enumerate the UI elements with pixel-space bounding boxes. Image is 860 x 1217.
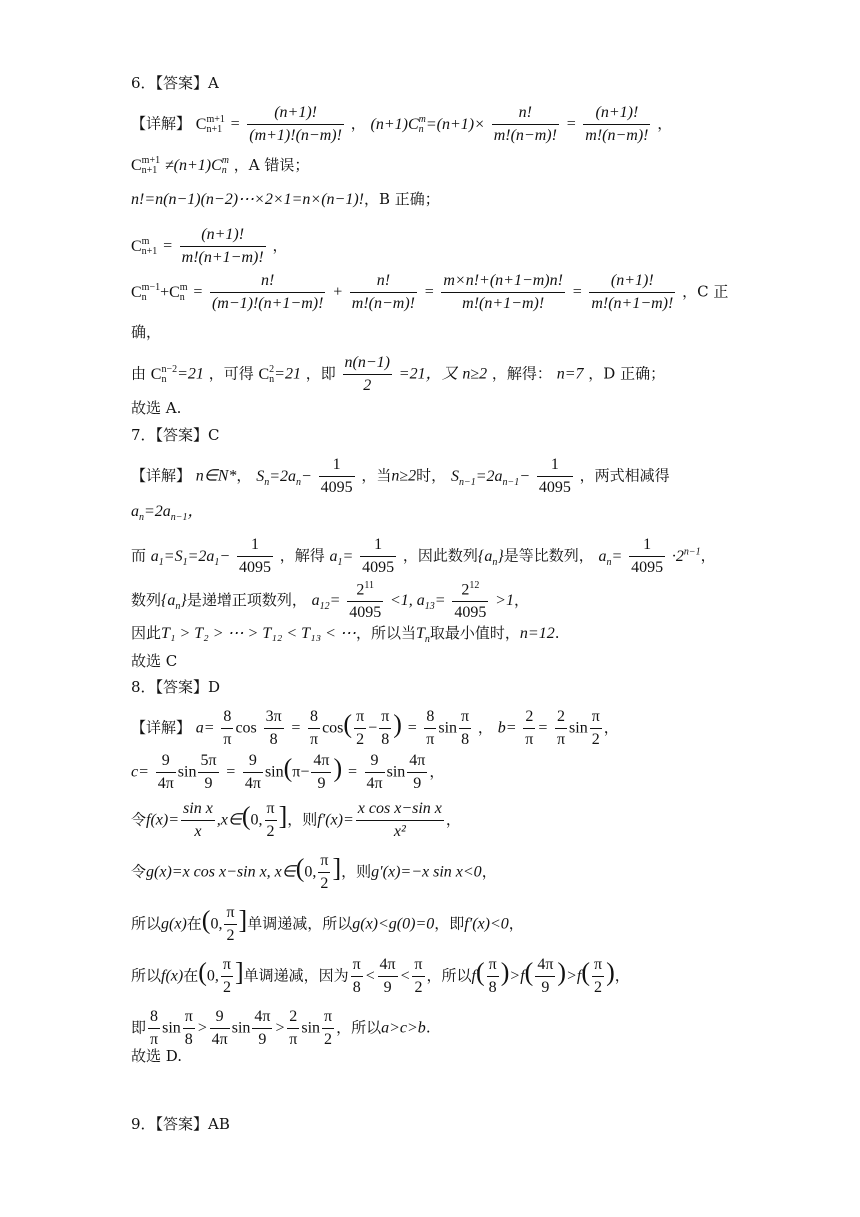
q7-answer-header: 7．【答案】C: [131, 426, 220, 444]
q6-detail-line-6: 确，: [131, 323, 162, 341]
q7-detail-line-1: 【详解】 n∈N*， $S_n=2a_n-$ $\frac{1}{4095}$ ，当n≥2时， $S_{n-1}=2a_{n-1}-$ $\frac{1}{4095}$ ，两式相减得: [131, 456, 670, 496]
q6-detail-line-5: C m−1 n +C m n = $\frac{n!}{(m-1)!(n+1-m)!}$ + $\frac{n!}{m!(n-m)!}$ = $\frac{m\times n!+(n+1-m)n!}{m!(n+1-m)!}$ = $\frac{(n+1)!}{m!(n+1-m)!}$ ，C 正: [131, 272, 729, 312]
q8-detail-line-2: c= $\frac{9}{4\pi}$ sin $\frac{5\pi}{9}$ = $\frac{9}{4\pi}$ sin(π− $\frac{4\pi}{9}$ ) = $\frac{9}{4\pi}$ sin $\frac{4\pi}{9}$ ，: [131, 752, 445, 792]
q6-answer-header: 6．【答案】A: [131, 74, 219, 92]
q7-detail-line-4: 数列$\{a_n\}$是递增正项数列， $a_{12}=$ $\frac{2^{11}}{4095}$ <1, $a_{13}=$ $\frac{2^{12}}{4095}$ >1，: [131, 580, 529, 622]
q7-conclusion: 故选 C: [131, 652, 178, 670]
q6-conclusion: 故选 A.: [131, 399, 182, 417]
q8-detail-line-5: 所以g(x)在(0, $\frac{\pi}{2}$ ]单调递减，所以g(x)<g(0)=0，即f′(x)<0，: [131, 904, 524, 944]
q6-detail-line-3: n!=n(n−1)(n−2)⋯×2×1=n×(n−1)!，B 正确；: [131, 190, 440, 208]
q6-detail-line-1: 【详解】 C m+1 n+1 = $\frac{(n+1)!}{(m+1)!(n-m)!}$ ， (n+1)C m n =(n+1)× $\frac{n!}{m!(n-m)!}$ = $\frac{(n+1)!}{m!(n-m)!}$ ，: [131, 104, 673, 144]
fraction: $\frac{(n+1)!}{(m+1)!(n-m)!}$: [249, 104, 342, 144]
q6-detail-line-7: 由 C n−2 n =21 ，可得 C 2 n =21 ，即 $\frac{n(n-1)}{2}$ =21，又 n≥2 ，解得： n=7 ，D 正确；: [131, 354, 666, 394]
q8-detail-line-1: 【详解】 a= $\frac{8}{\pi}$ cos $\frac{3\pi}{8}$ = $\frac{8}{\pi}$ cos( $\frac{\pi}{2}$ − $\frac{\pi}{8}$ ) = $\frac{8}{\pi}$ sin $\frac{\pi}{8}$ ， b= $\frac{2}{\pi}$ = $\frac{2}{\pi}$ sin $\frac{\pi}{2}$ ，: [131, 708, 619, 748]
q8-conclusion: 故选 D.: [131, 1047, 183, 1065]
q8-detail-line-4: 令g(x)=x cos x−sin x, x∈(0, $\frac{\pi}{2}$ ]，则g′(x)=−x sin x<0，: [131, 852, 497, 892]
q8-answer-header: 8．【答案】D: [131, 678, 221, 696]
q6-detail-line-2: C m+1 n+1 ≠(n+1)C m n ，A 错误；: [131, 155, 310, 177]
q6-detail-line-4: C m n+1 = $\frac{(n+1)!}{m!(n+1-m)!}$ ，: [131, 226, 288, 266]
formula: (n+1)C m n =(n+1)×: [370, 113, 485, 135]
q8-detail-line-7: 即 $\frac{8}{\pi}$ sin $\frac{\pi}{8}$ > $\frac{9}{4\pi}$ sin $\frac{4\pi}{9}$ > $\frac{2}{\pi}$ sin $\frac{\pi}{2}$ ，所以a>c>b.: [131, 1008, 431, 1048]
q9-answer-header: 9．【答案】AB: [131, 1115, 230, 1133]
q8-detail-line-3: 令f(x)= $\frac{\text{sin x}}{x}$ ,x∈(0, $\frac{\pi}{2}$ ]，则f′(x)= $\frac{\text{x cos x−sin x}}{\text{x²}}$ ，: [131, 800, 461, 840]
q7-detail-line-3: 而 $a_1=S_1=2a_1-$ $\frac{1}{4095}$ ，解得 $a_1=$ $\frac{1}{4095}$ ，因此数列$\{a_n\}$是等比数列， $a_n=$ $\frac{1}{4095}$ $\cdot 2^{n-1}$，: [131, 536, 716, 576]
detail-label: 【详解】: [131, 114, 192, 133]
q7-detail-line-5: 因此T₁ > T₂ > ⋯ > T₁₂ < T₁₃ < ⋯，所以当$T_n$取最小值时，n=12.: [131, 624, 560, 646]
fraction: $\frac{n!}{m!(n-m)!}$: [493, 104, 557, 144]
fraction: $\frac{(n+1)!}{m!(n+1-m)!}$: [181, 226, 264, 266]
fraction: $\frac{(n+1)!}{m!(n-m)!}$: [585, 104, 649, 144]
q8-detail-line-6: 所以f(x)在(0, $\frac{\pi}{2}$ ]单调递减，因为 $\frac{\pi}{8}$ < $\frac{4\pi}{9}$ < $\frac{\pi}{2}$ ，所以f( $\frac{\pi}{8}$ )>f( $\frac{4\pi}{9}$ )>f( $\frac{\pi}{2}$ )，: [131, 956, 630, 996]
combination-symbol: C m+1 n+1: [195, 113, 225, 135]
q7-detail-line-2: $a_n=2a_{n-1}$，: [131, 503, 204, 524]
